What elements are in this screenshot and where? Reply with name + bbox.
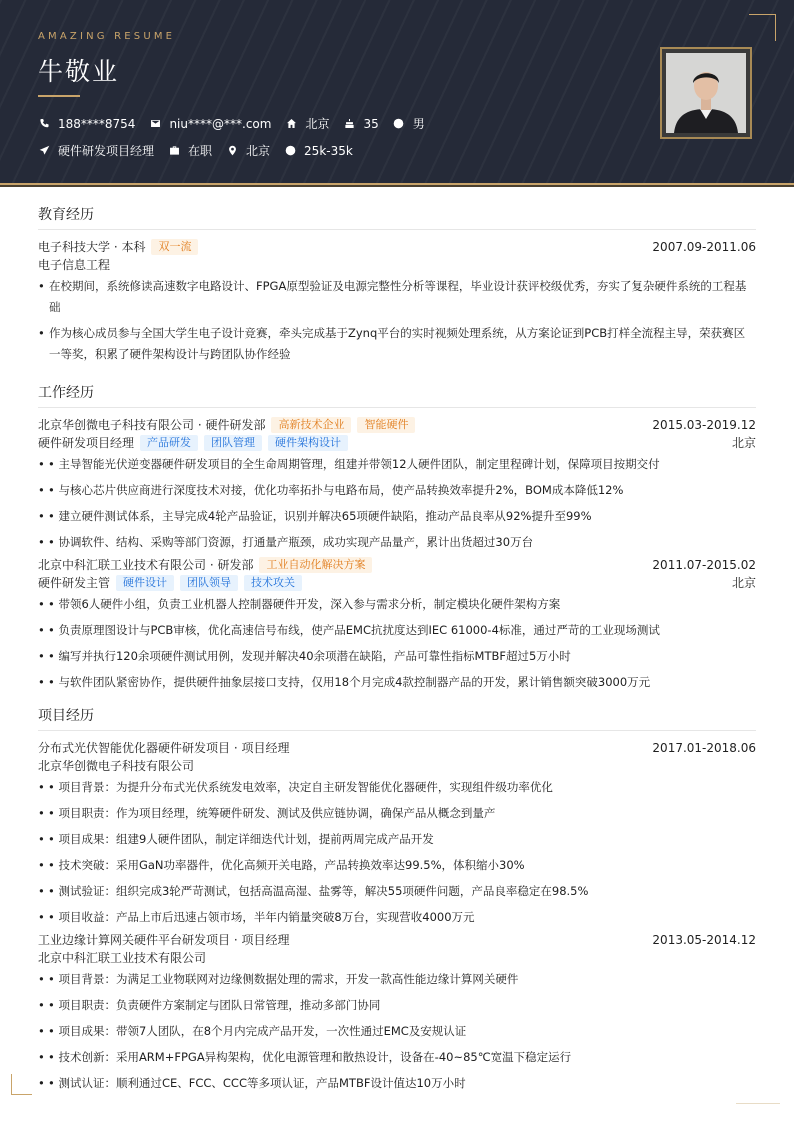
list-item: • • 项目成果：组建9人硬件团队，制定详细迭代计划，提前两周完成产品开发 <box>38 831 756 847</box>
portrait-illustration <box>666 53 746 133</box>
job-city: 北京 <box>731 436 756 450</box>
hometown-item <box>285 115 329 132</box>
email-item <box>149 117 271 131</box>
list-item: • • 协调软件、结构、采购等部门资源，打通量产瓶颈，成功实现产品量产，累计出货超过30万台 <box>38 534 756 550</box>
brand-label: AMAZING RESUME <box>38 31 176 42</box>
list-item: • • 项目职责：作为项目经理，统筹硬件研发、测试及供应链协调，确保产品从概念到量产 <box>38 805 756 821</box>
gender-item <box>393 115 425 132</box>
role-left <box>38 574 302 592</box>
resume-header <box>0 0 794 183</box>
education-left <box>38 238 198 256</box>
salary-text: 25k-35k <box>304 143 353 158</box>
job-dates: 2011.07-2015.02 <box>652 558 756 572</box>
project-dates: 2017.01-2018.06 <box>652 741 756 755</box>
list-item: • • 项目职责：负责硬件方案制定与团队日常管理，推动多部门协同 <box>38 997 756 1013</box>
project-dates: 2013.05-2014.12 <box>652 933 756 947</box>
list-item: • • 负责原理图设计与PCB审核，优化高速信号布线，使产品EMC抗扰度达到IEC 61000-4标准，通过严苛的工业现场测试 <box>38 622 756 638</box>
company-tag: 高新技术企业 <box>271 417 351 433</box>
project-company-row <box>38 757 756 775</box>
home-icon <box>285 118 297 130</box>
corner-decoration <box>749 14 776 41</box>
education-bullets <box>38 276 756 365</box>
list-item: • • 带领6人硬件小组，负责工业机器人控制器硬件开发，深入参与需求分析，制定模块化硬件架构方案 <box>38 596 756 612</box>
email-text: niu****@***.com <box>169 116 272 131</box>
project-name: 工业边缘计算网关硬件平台研发项目 · 项目经理 <box>38 933 290 947</box>
school-name: 电子科技大学 · 本科 <box>38 240 146 254</box>
job-intent-row <box>38 142 367 159</box>
education-head-row <box>38 238 756 256</box>
phone-item <box>38 117 135 131</box>
list-item: • • 测试验证：组织完成3轮严苛测试，包括高温高湿、盐雾等，解决55项硬件问题，产品良率稳定在98.5% <box>38 883 756 899</box>
gender-icon <box>393 118 405 130</box>
list-item: • • 项目收益：产品上市后迅速占领市场，半年内销量突破8万台，实现营收4000万元 <box>38 909 756 925</box>
skill-tag: 产品研发 <box>140 435 198 451</box>
projects-section <box>38 706 756 1091</box>
job-left <box>38 556 372 574</box>
candidate-name: 牛敬业 <box>38 57 120 86</box>
job-bullets <box>38 596 756 690</box>
job-head-row <box>38 416 756 434</box>
location-pin-icon <box>226 145 238 157</box>
header-shadow-line <box>0 185 794 187</box>
role-left <box>38 434 348 452</box>
list-item: • • 建立硬件测试体系，主导完成4轮产品验证，识别并解决65项硬件缺陷，推动产品良率从92%提升至99% <box>38 508 756 524</box>
project-name: 分布式光伏智能优化器硬件研发项目 · 项目经理 <box>38 741 290 755</box>
major-name: 电子信息工程 <box>38 258 111 272</box>
target-role-text: 硬件研发项目经理 <box>58 144 155 158</box>
briefcase-icon <box>168 145 180 157</box>
profile-photo-frame <box>660 47 752 139</box>
hometown-text: 北京 <box>305 117 330 131</box>
mail-icon <box>149 118 161 130</box>
gender-text: 男 <box>412 117 425 131</box>
project-head-row <box>38 931 756 949</box>
company-tag: 工业自动化解决方案 <box>259 557 372 573</box>
age-text: 35 <box>363 116 379 131</box>
list-item: • • 项目背景：为满足工业物联网对边缘侧数据处理的需求，开发一款高性能边缘计算网关硬件 <box>38 971 756 987</box>
status-text: 在职 <box>188 144 213 158</box>
profile-photo <box>666 53 746 133</box>
project-bullets <box>38 779 756 925</box>
projects-title: 项目经历 <box>38 706 756 731</box>
job-head-row <box>38 556 756 574</box>
skill-tag: 硬件架构设计 <box>268 435 348 451</box>
company-name: 北京华创微电子科技有限公司 · 硬件研发部 <box>38 418 266 432</box>
list-item: • • 与核心芯片供应商进行深度技术对接，优化功率拓扑与电路布局，使产品转换效率提升2%，BOM成本降低12% <box>38 482 756 498</box>
project-head-row <box>38 739 756 757</box>
job-bullets <box>38 456 756 550</box>
target-city-item <box>226 142 270 159</box>
phone-icon <box>38 118 50 130</box>
list-item: • • 编写并执行120余项硬件测试用例，发现并解决40余项潜在缺陷，产品可靠性指标MTBF超过5万小时 <box>38 648 756 664</box>
school-tag: 双一流 <box>151 239 198 255</box>
education-section <box>38 205 756 365</box>
list-item: • • 测试认证：顺利通过CE、FCC、CCC等多项认证，产品MTBF设计值达10万小时 <box>38 1075 756 1091</box>
major-row <box>38 256 756 274</box>
resume-body <box>38 205 756 1113</box>
list-item: • • 主导智能光伏逆变器硬件研发项目的全生命周期管理，组建并带领12人硬件团队，制定里程碑计划，保障项目按期交付 <box>38 456 756 472</box>
project-bullets <box>38 971 756 1091</box>
work-section <box>38 383 756 690</box>
skill-tag: 硬件设计 <box>116 575 174 591</box>
list-item: • • 与软件团队紧密协作，提供硬件抽象层接口支持，仅用18个月完成4款控制器产品的开发，累计销售额突破3000万元 <box>38 674 756 690</box>
list-item: • 在校期间，系统修读高速数字电路设计、FPGA原型验证及电源完整性分析等课程，毕业设计获评校级优秀，夯实了复杂硬件系统的工程基础 <box>38 276 756 318</box>
role-row <box>38 574 756 592</box>
list-item: • 作为核心成员参与全国大学生电子设计竞赛，牵头完成基于Zynq平台的实时视频处理系统，从方案论证到PCB打样全流程主导，荣获赛区一等奖，积累了硬件架构设计与跨团队协作经验 <box>38 323 756 365</box>
salary-item <box>284 144 353 158</box>
contact-row <box>38 115 439 132</box>
skill-tag: 技术攻关 <box>244 575 302 591</box>
job-entry <box>38 416 756 550</box>
status-item <box>168 142 212 159</box>
age-item <box>343 117 378 131</box>
footer-decoration-line <box>736 1103 780 1104</box>
skill-tag: 团队领导 <box>180 575 238 591</box>
job-city: 北京 <box>731 576 756 590</box>
send-icon <box>38 145 50 157</box>
project-company-row <box>38 949 756 967</box>
list-item: • • 项目背景：为提升分布式光伏系统发电效率，决定自主研发智能优化器硬件，实现组件级功率优化 <box>38 779 756 795</box>
name-underline <box>38 95 80 97</box>
target-city-text: 北京 <box>246 144 271 158</box>
job-left <box>38 416 415 434</box>
list-item: • • 项目成果：带领7人团队，在8个月内完成产品开发，一次性通过EMC及安规认证 <box>38 1023 756 1039</box>
list-item: • • 技术创新：采用ARM+FPGA异构架构，优化电源管理和散热设计，设备在-40~85℃宽温下稳定运行 <box>38 1049 756 1065</box>
job-entry <box>38 556 756 690</box>
project-company: 北京中科汇联工业技术有限公司 <box>38 951 207 965</box>
project-entry <box>38 739 756 925</box>
role-row <box>38 434 756 452</box>
company-tag: 智能硬件 <box>357 417 415 433</box>
education-dates: 2007.09-2011.06 <box>652 240 756 254</box>
project-entry <box>38 931 756 1091</box>
corner-decoration <box>11 1074 32 1095</box>
education-entry <box>38 238 756 365</box>
job-role: 硬件研发主管 <box>38 576 111 590</box>
company-name: 北京中科汇联工业技术有限公司 · 研发部 <box>38 558 254 572</box>
job-dates: 2015.03-2019.12 <box>652 418 756 432</box>
project-company: 北京华创微电子科技有限公司 <box>38 759 195 773</box>
salary-icon <box>284 145 296 157</box>
skill-tag: 团队管理 <box>204 435 262 451</box>
phone-text: 188****8754 <box>58 116 136 131</box>
target-role-item <box>38 142 154 159</box>
list-item: • • 技术突破：采用GaN功率器件，优化高频开关电路，产品转换效率达99.5%，体积缩小30% <box>38 857 756 873</box>
education-title: 教育经历 <box>38 205 756 230</box>
job-role: 硬件研发项目经理 <box>38 436 135 450</box>
work-title: 工作经历 <box>38 383 756 408</box>
cake-icon <box>343 118 355 130</box>
